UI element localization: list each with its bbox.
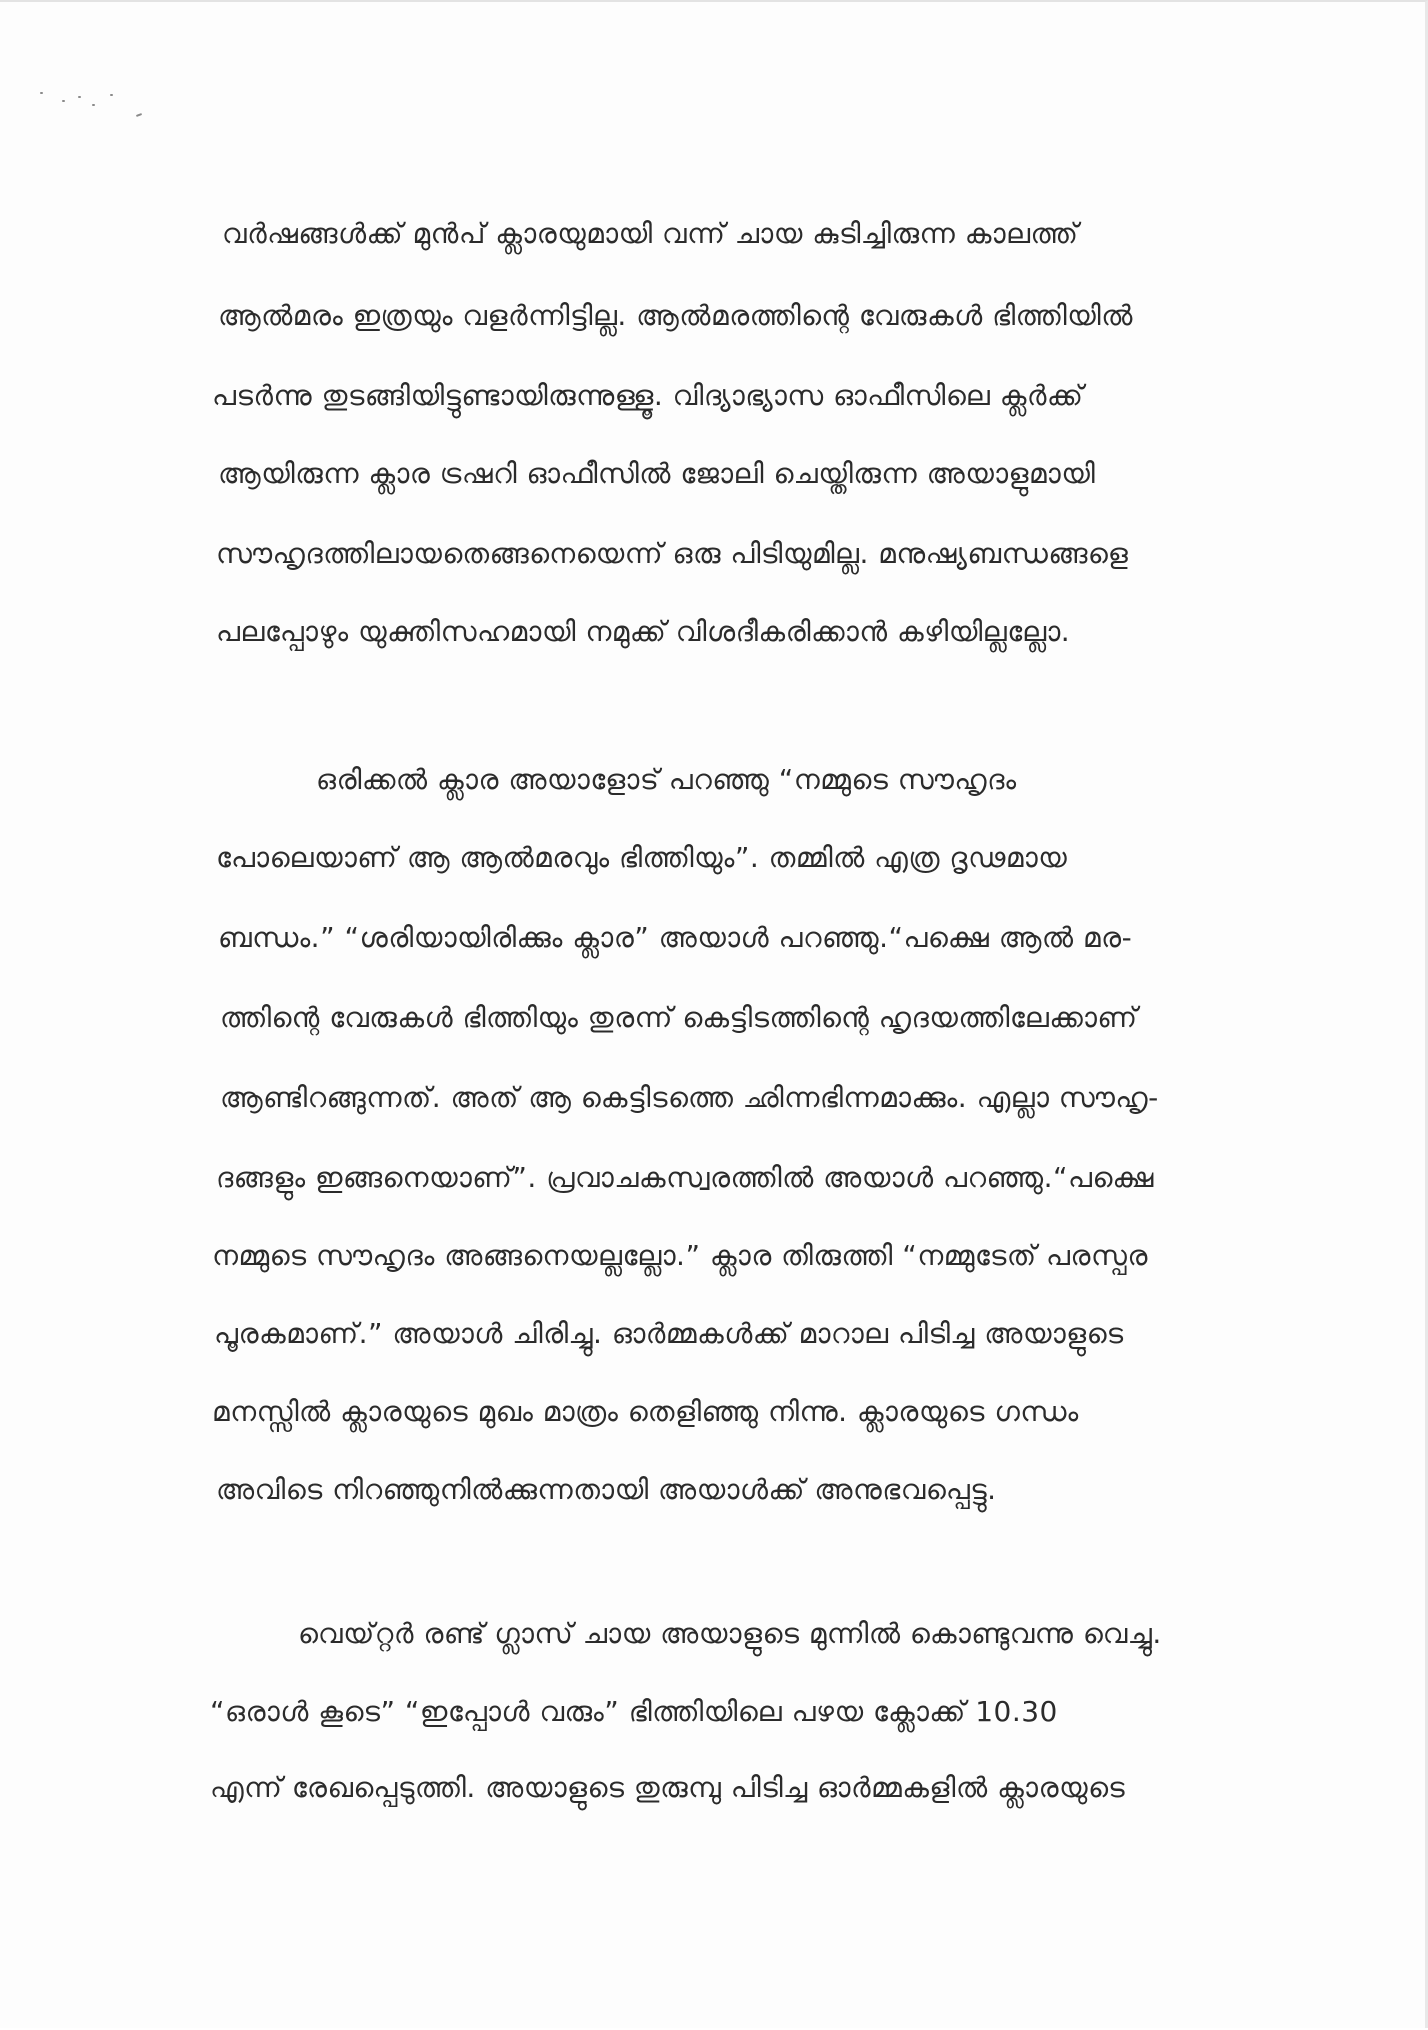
paragraph-1-line-3: പടർന്നു തുടങ്ങിയിട്ടുണ്ടായിരുന്നുള്ളൂ. വിദ്യാഭ്യാസ ഓഫീസിലെ ക്ലർക്ക് (212, 379, 1084, 412)
paragraph-1-line-6: പലപ്പോഴും യുക്തിസഹമായി നമുക്ക് വിശദീകരിക്കാൻ കഴിയില്ലല്ലോ. (216, 615, 1071, 648)
paragraph-2-line-3: ബന്ധം.” “ശരിയായിരിക്കും ക്ലാര” അയാൾ പറഞ്ഞു.“പക്ഷെ ആൽ മര- (218, 921, 1133, 954)
paragraph-2-line-2: പോലെയാണ് ആ ആൽമരവും ഭിത്തിയും”. തമ്മിൽ എത്ര ദൃഢമായ (216, 841, 1068, 874)
paragraph-1-line-5: സൗഹൃദത്തിലായതെങ്ങനെയെന്ന് ഒരു പിടിയുമില്ല. മനുഷ്യബന്ധങ്ങളെ (216, 537, 1129, 570)
paragraph-2-line-4: ത്തിന്റെ വേരുകൾ ഭിത്തിയും തുരന്ന് കെട്ടിടത്തിന്റെ ഹൃദയത്തിലേക്കാണ് (220, 1001, 1138, 1034)
paragraph-2-line-9: മനസ്സിൽ ക്ലാരയുടെ മുഖം മാത്രം തെളിഞ്ഞു നിന്നു. ക്ലാരയുടെ ഗന്ധം (212, 1395, 1079, 1428)
paragraph-1-line-2: ആൽമരം ഇത്രയും വളർന്നിട്ടില്ല. ആൽമരത്തിന്റെ വേരുകൾ ഭിത്തിയിൽ (218, 299, 1133, 332)
paragraph-2-line-8: പൂരകമാണ്.” അയാൾ ചിരിച്ചു. ഓർമ്മകൾക്ക് മാറാല പിടിച്ച അയാളുടെ (214, 1317, 1124, 1350)
paragraph-3-line-1: വെയ്റ്റർ രണ്ട് ഗ്ലാസ് ചായ അയാളുടെ മുന്നിൽ കൊണ്ടുവന്നു വെച്ചു. (298, 1617, 1162, 1650)
paragraph-3-line-2: “ഒരാൾ കൂടെ” “ഇപ്പോൾ വരും” ഭിത്തിയിലെ പഴയ ക്ലോക്ക് 10.30 (210, 1695, 1058, 1728)
paragraph-2-line-1: ഒരിക്കൽ ക്ലാര അയാളോട് പറഞ്ഞു “നമ്മുടെ സൗഹൃദം (316, 763, 1017, 796)
paragraph-3-line-3: എന്ന് രേഖപ്പെടുത്തി. അയാളുടെ തുരുമ്പു പിടിച്ച ഓർമ്മകളിൽ ക്ലാരയുടെ (210, 1771, 1126, 1804)
manuscript-text (0, 2, 1428, 2030)
paragraph-1-line-4: ആയിരുന്ന ക്ലാര ട്രഷറി ഓഫീസിൽ ജോലി ചെയ്തിരുന്ന അയാളുമായി (218, 457, 1096, 490)
paragraph-2-line-5: ആണ്ടിറങ്ങുന്നത്. അത് ആ കെട്ടിടത്തെ ഛിന്നഭിന്നമാക്കും. എല്ലാ സൗഹൃ- (220, 1081, 1159, 1114)
paragraph-2-line-10: അവിടെ നിറഞ്ഞുനിൽക്കുന്നതായി അയാൾക്ക് അനുഭവപ്പെട്ടു. (216, 1473, 997, 1506)
paragraph-1-line-1: വർഷങ്ങൾക്ക് മുൻപ് ക്ലാരയുമായി വന്ന് ചായ കുടിച്ചിരുന്ന കാലത്ത് (222, 217, 1079, 250)
paragraph-2-line-6: ദങ്ങളും ഇങ്ങനെയാണ്”. പ്രവാചകസ്വരത്തിൽ അയാൾ പറഞ്ഞു.“പക്ഷെ (216, 1161, 1154, 1194)
paragraph-2-line-7: നമ്മുടെ സൗഹൃദം അങ്ങനെയല്ലല്ലോ.” ക്ലാര തിരുത്തി “നമ്മുടേത് പരസ്പര (212, 1239, 1148, 1272)
